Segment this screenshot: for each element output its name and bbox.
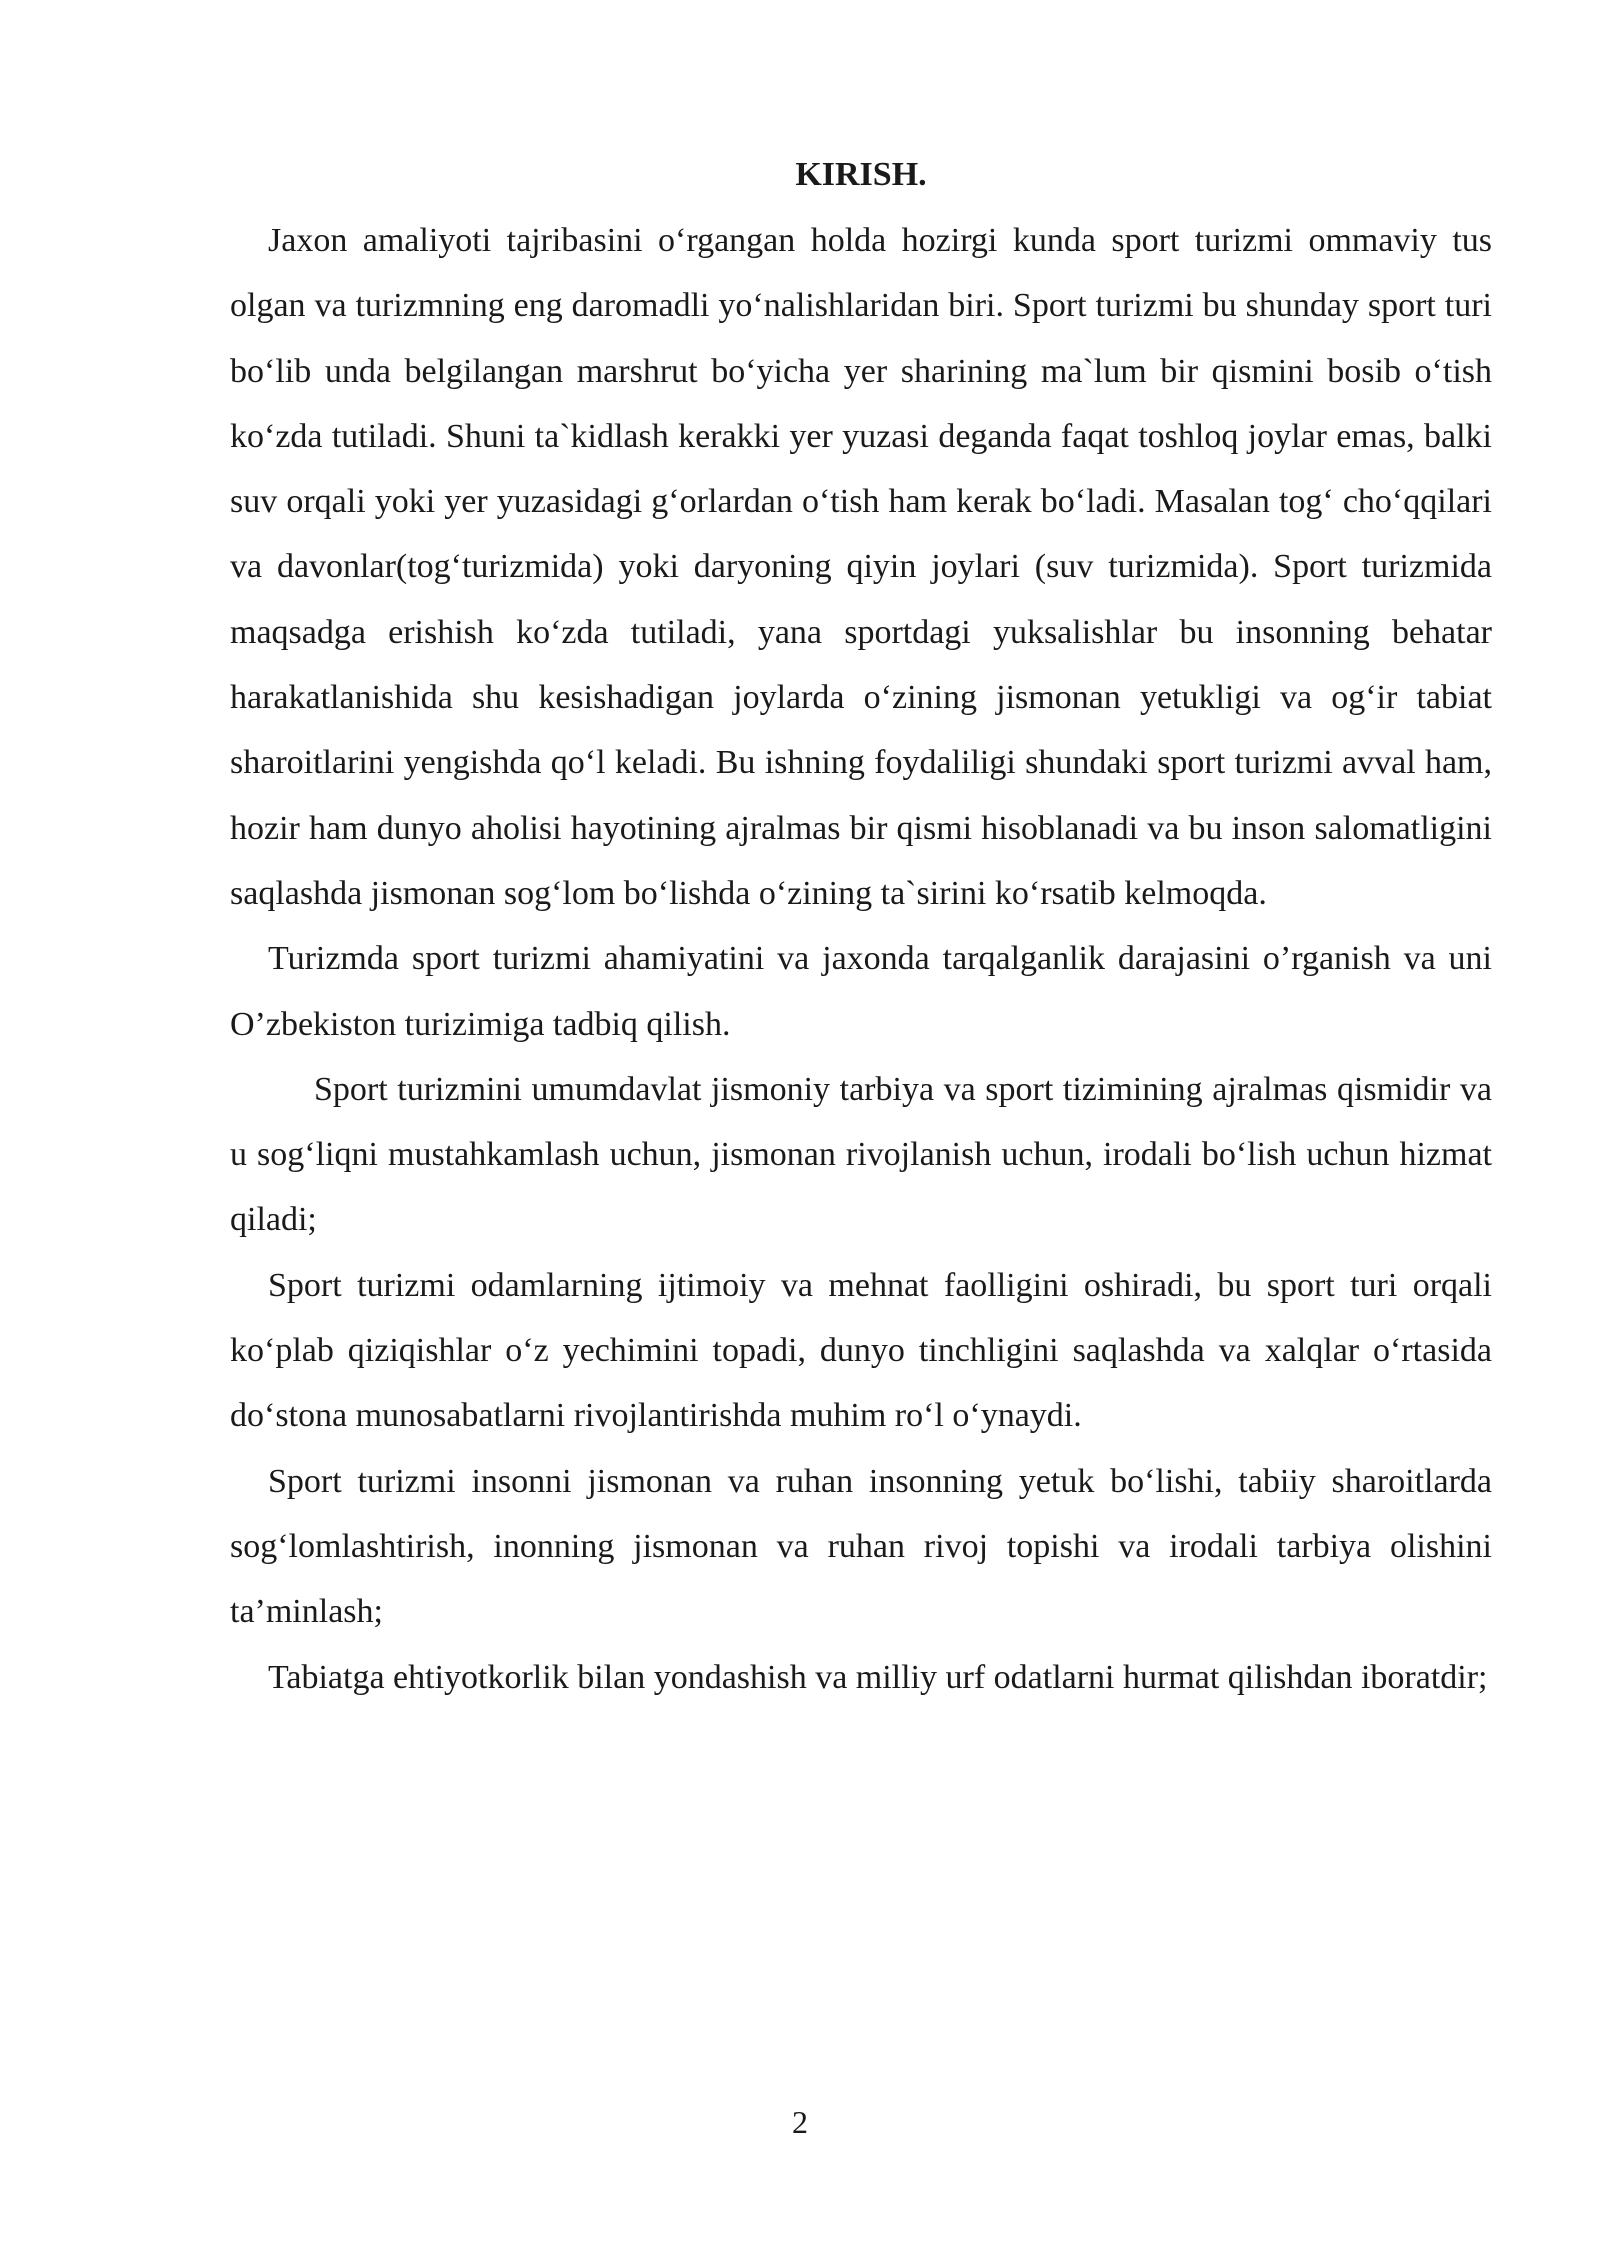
section-heading: KIRISH. (795, 156, 927, 193)
paragraph-intro: Jaxon amaliyoti tajribasini o‘rgangan holda hozirgi kunda sport turizmi ommaviy tus olgan va turizmning eng daromadli yo‘nalishlaridan biri. Sport turizmi bu shunday sport turi bo‘lib unda belgilangan marshrut bo‘yicha yer sharining ma`lum bir qismini bosib o‘tish ko‘zda tutiladi. Shuni ta`kidlash kerakki yer yuzasi deganda faqat toshloq joylar emas, balki suv orqali yoki yer yuzasidagi g‘orlardan o‘tish ham kerak bo‘ladi. Masalan tog‘ cho‘qqilari va davonlar(tog‘turizmida) yoki daryoning qiyin joylari (suv turizmida). Sport turizmida maqsadga erishish ko‘zda tutiladi, yana sportdagi yuksalishlar bu insonning behatar harakatlanishida shu kesishadigan joylarda o‘zining jismonan yetukligi va og‘ir tabiat sharoitlarini yengishda qo‘l keladi. Bu ishning foydaliligi shundaki sport turizmi avval ham, hozir ham dunyo aholisi hayotining ajralmas bir qismi hisoblanadi va bu inson salomatligini saqlashda jismonan sog‘lom bo‘lishda o‘zining ta`sirini ko‘rsatib kelmoqda. (230, 222, 1492, 912)
paragraph-task-4: Tabiatga ehtiyotkorlik bilan yondashish va milliy urf odatlarni hurmat qilishdan iboratdir; (268, 1658, 1488, 1696)
paragraph-task-2: Sport turizmi odamlarning ijtimoiy va mehnat faolligini oshiradi, bu sport turi orqali ko‘plab qiziqishlar o‘z yechimini topadi, dunyo tinchligini saqlashda va xalqlar o‘rtasida do‘stona munosabatlarni rivojlantirishda muhim ro‘l o‘ynaydi. (230, 1266, 1492, 1435)
paragraph-task-3: Sport turizmi insonni jismonan va ruhan insonning yetuk bo‘lishi, tabiiy sharoitlarda sog‘lomlashtirish, inonning jismonan va ruhan rivoj topishi va irodali tarbiya olishini ta’minlash; (230, 1462, 1492, 1631)
paragraph-task-1: Sport turizmini umumdavlat jismoniy tarbiya va sport tizimining ajralmas qismidir va u sog‘liqni mustahkamlash uchun, jismonan rivojlanish uchun, irodali bo‘lish uchun hizmat qiladi; (230, 1070, 1492, 1239)
paragraph-goal: Turizmda sport turizmi ahamiyatini va jaxonda tarqalganlik darajasini o’rganish va uni O’zbekiston turizimiga tadbiq qilish. (230, 940, 1492, 1043)
page-number: 2 (792, 2104, 808, 2140)
body-text (230, 208, 1492, 1710)
